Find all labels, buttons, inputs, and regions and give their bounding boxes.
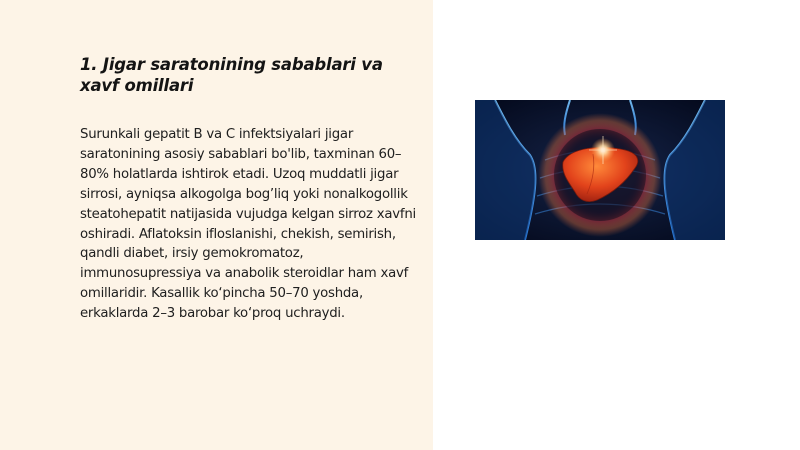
liver-anatomy-image xyxy=(475,100,725,240)
slide-body-text: Surunkali gepatit B va C infektsiyalari jigar saratonining asosiy sabablari bo'lib, taxminan 60–80% holatlarda ishtirok etadi. Uzoq muddatli jigar sirrosi, ayniqsa alkogolga bog’liq yoki nonalkogollik steatohepatit natijasida vujudga kelgan sirroz xavfni oshiradi. Aflatoksin ifloslanishi, chekish, semirish, qandli diabet, irsiy gemokromatoz, immunosupressiya va anabolik steroidlar ham xavf omillaridir. Kasallik ko‘pincha 50–70 yoshda, erkaklarda 2–3 barobar ko‘proq uchraydi. xyxy=(80,127,416,322)
liver-illustration xyxy=(475,100,725,240)
slide-title: 1. Jigar saratonining sabablari va xavf omillari xyxy=(80,55,383,95)
